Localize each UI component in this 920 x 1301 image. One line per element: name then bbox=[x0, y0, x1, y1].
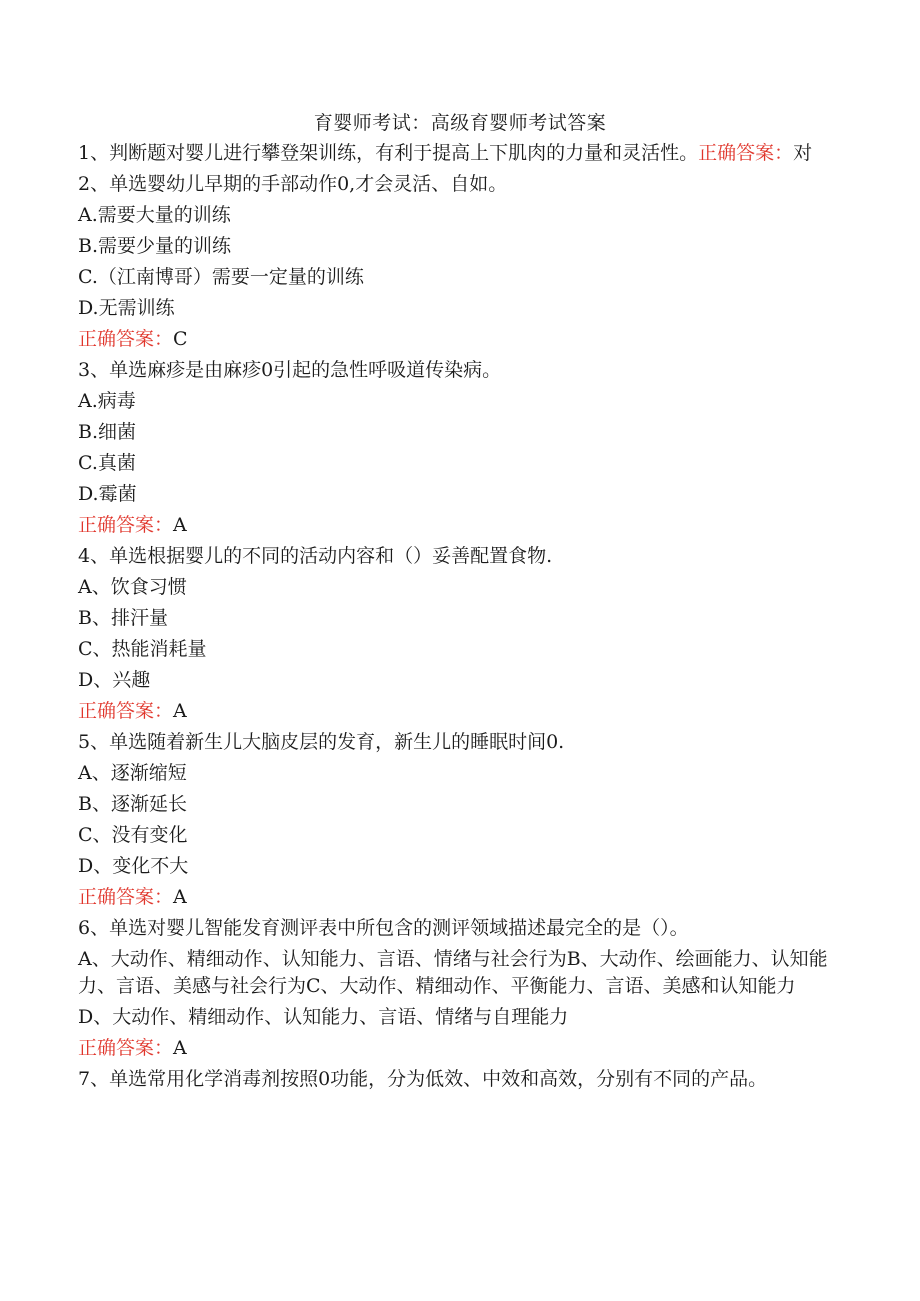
answer-label: 正确答案： bbox=[698, 142, 794, 164]
option: A、饮食习惯 bbox=[78, 576, 187, 598]
answer-line bbox=[78, 696, 838, 727]
option: D.霉菌 bbox=[78, 483, 137, 505]
answer-value: 对 bbox=[793, 142, 813, 164]
question-7-stem: 7、单选常用化学消毒剂按照0功能，分为低效、中效和高效，分别有不同的产品。 bbox=[78, 1068, 768, 1090]
option: A、逐渐缩短 bbox=[78, 762, 187, 784]
option: C、热能消耗量 bbox=[78, 638, 207, 660]
answer-value: A bbox=[173, 514, 187, 536]
answer-value: A bbox=[173, 886, 187, 908]
option: B、排汗量 bbox=[78, 607, 168, 629]
option-paragraph: A、大动作、精细动作、认知能力、言语、情绪与社会行为B、大动作、绘画能力、认知能力、言语、美感与社会行为C、大动作、精细动作、平衡能力、言语、美感和认知能力 bbox=[78, 948, 828, 997]
option: C、没有变化 bbox=[78, 824, 188, 846]
question-3-stem: 3、单选麻疹是由麻疹0引起的急性呼吸道传染病。 bbox=[78, 359, 502, 381]
option: C.（江南博哥）需要一定量的训练 bbox=[78, 266, 364, 288]
option: C.真菌 bbox=[78, 452, 136, 474]
answer-label: 正确答案： bbox=[78, 1037, 174, 1059]
question-5-stem: 5、单选随着新生儿大脑皮层的发育，新生儿的睡眠时间0. bbox=[78, 731, 565, 753]
option: D、兴趣 bbox=[78, 669, 151, 691]
answer-value: A bbox=[173, 1037, 187, 1059]
option: B.细菌 bbox=[78, 421, 137, 443]
document-title: 育婴师考试：高级育婴师考试答案 bbox=[313, 112, 607, 134]
option: B、逐渐延长 bbox=[78, 793, 187, 815]
option: A.需要大量的训练 bbox=[78, 204, 231, 226]
question-1 bbox=[78, 140, 838, 167]
option: B.需要少量的训练 bbox=[78, 235, 232, 257]
answer-line bbox=[78, 882, 838, 913]
question-6-stem: 6、单选对婴儿智能发育测评表中所包含的测评领域描述最完全的是（）。 bbox=[78, 917, 689, 939]
question-4-stem: 4、单选根据婴儿的不同的活动内容和（）妥善配置食物. bbox=[78, 545, 553, 567]
answer-value: C bbox=[173, 328, 188, 350]
question-list bbox=[78, 138, 838, 1095]
answer-label: 正确答案： bbox=[78, 886, 174, 908]
option: D、大动作、精细动作、认知能力、言语、情绪与自理能力 bbox=[78, 1006, 569, 1028]
answer-line bbox=[78, 324, 838, 355]
answer-label: 正确答案： bbox=[78, 700, 174, 722]
answer-value: A bbox=[173, 700, 187, 722]
option: D、变化不大 bbox=[78, 855, 189, 877]
question-2-stem: 2、单选婴幼儿早期的手部动作0,才会灵活、自如。 bbox=[78, 173, 508, 195]
option: A.病毒 bbox=[78, 390, 136, 412]
option: D.无需训练 bbox=[78, 297, 175, 319]
question-stem: 1、判断题对婴儿进行攀登架训练，有利于提高上下肌肉的力量和灵活性。 bbox=[78, 142, 699, 164]
answer-line bbox=[78, 510, 838, 541]
answer-label: 正确答案： bbox=[78, 514, 174, 536]
answer-label: 正确答案： bbox=[78, 328, 174, 350]
answer-line bbox=[78, 1033, 838, 1064]
